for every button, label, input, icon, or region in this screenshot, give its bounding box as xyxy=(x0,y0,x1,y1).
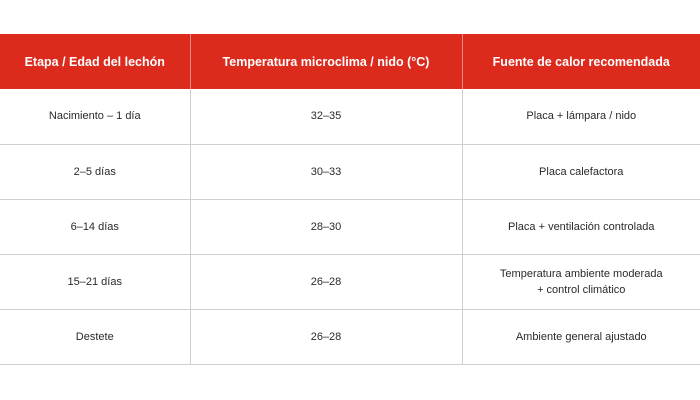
table-row xyxy=(0,89,700,144)
temperature-table xyxy=(0,34,700,365)
header-row xyxy=(0,34,700,89)
cell-temperature: 26–28 xyxy=(190,309,462,364)
table-body xyxy=(0,89,700,364)
table-header xyxy=(0,34,700,89)
cell-temperature: 32–35 xyxy=(190,89,462,144)
header-heat-source: Fuente de calor recomendada xyxy=(462,34,700,89)
cell-heat-source xyxy=(462,199,700,254)
temperature-table-container xyxy=(0,34,700,365)
cell-temperature: 26–28 xyxy=(190,254,462,309)
cell-temperature: 28–30 xyxy=(190,199,462,254)
cell-stage: Nacimiento – 1 día xyxy=(0,89,190,144)
header-temperature: Temperatura microclima / nido (°C) xyxy=(190,34,462,89)
cell-heat-source-line: Ambiente general ajustado xyxy=(515,330,647,343)
table-row xyxy=(0,309,700,364)
cell-heat-source xyxy=(462,309,700,364)
cell-heat-source xyxy=(462,89,700,144)
header-stage: Etapa / Edad del lechón xyxy=(0,34,190,89)
table-row xyxy=(0,199,700,254)
cell-heat-source xyxy=(462,144,700,199)
table-row xyxy=(0,254,700,309)
cell-heat-source xyxy=(462,254,700,309)
cell-heat-source-line: + control climático xyxy=(537,283,626,296)
cell-temperature: 30–33 xyxy=(190,144,462,199)
cell-stage: 2–5 días xyxy=(0,144,190,199)
cell-heat-source-line: Placa + ventilación controlada xyxy=(508,220,655,233)
cell-stage: 15–21 días xyxy=(0,254,190,309)
table-row xyxy=(0,144,700,199)
cell-stage: Destete xyxy=(0,309,190,364)
cell-heat-source-line: Placa + lámpara / nido xyxy=(526,110,637,123)
cell-heat-source-line: Temperatura ambiente moderada xyxy=(499,267,663,280)
cell-heat-source-line: Placa calefactora xyxy=(539,165,624,178)
cell-stage: 6–14 días xyxy=(0,199,190,254)
